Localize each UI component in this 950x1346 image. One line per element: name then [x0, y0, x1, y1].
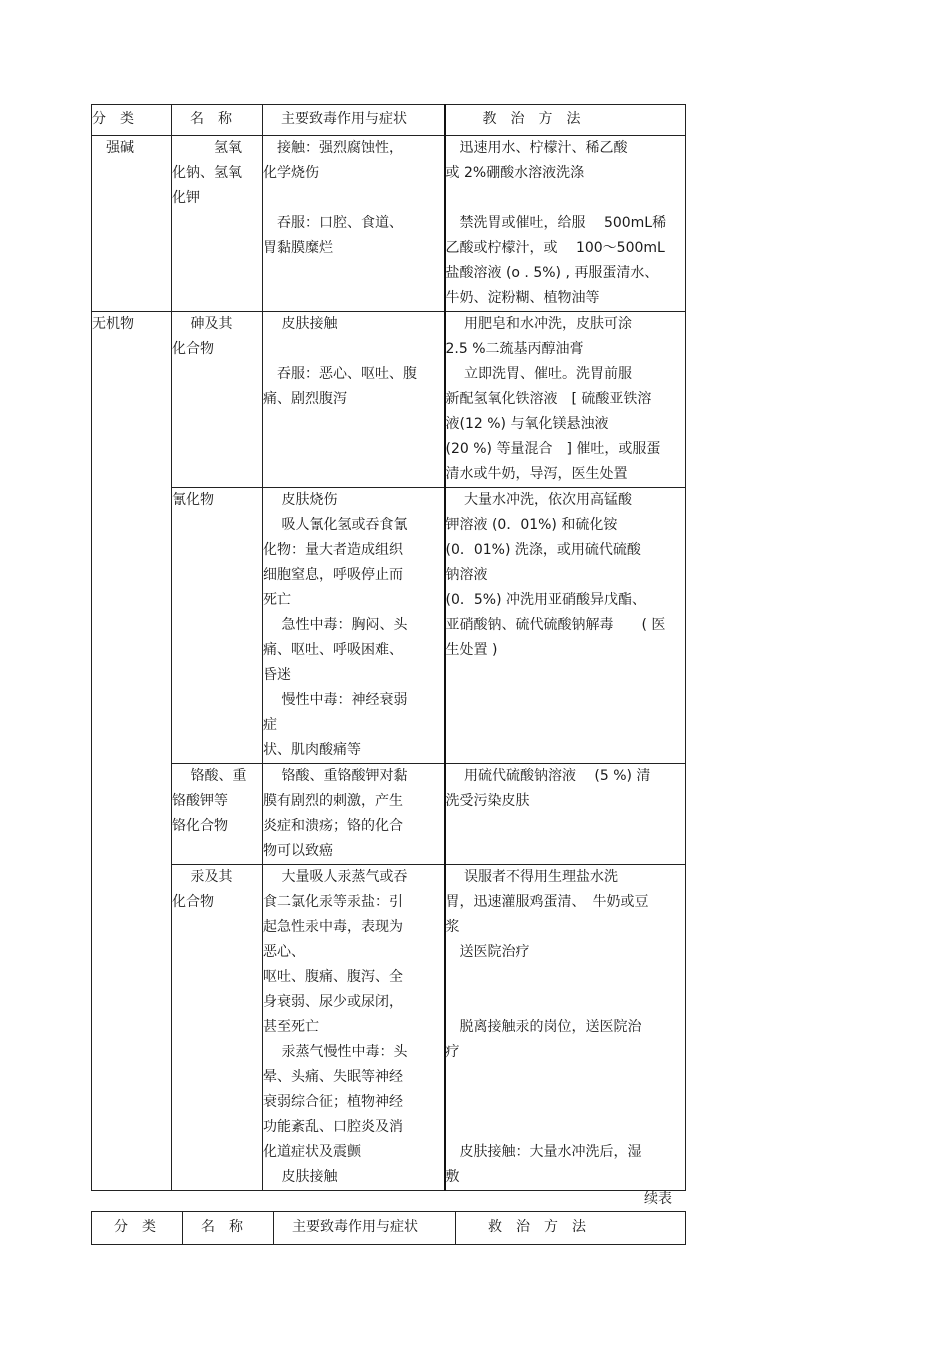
substance-name: 氢氧 化钠、氢氧 化钾 — [172, 136, 263, 312]
toxicity-table — [91, 104, 686, 1191]
header-symptoms: 主要致毒作用与症状 — [274, 1212, 456, 1245]
substance-name: 汞及其 化合物 — [172, 865, 263, 1191]
treatment-cell: 用肥皂和水冲洗，皮肤可涂 2.5 %二巯基丙醇油膏 立即洗胃、催吐。洗胃前服 新配氢氧化铁溶液 [ 硫酸亚铁溶 液(12 %) 与氧化镁悬浊液 (20 %) 等量混合 ] 催吐，或服蛋 清水或牛奶，导泻，医生处置 — [445, 312, 686, 488]
table-header-row — [92, 105, 686, 136]
table-row — [92, 764, 686, 865]
table-header-row — [92, 1212, 686, 1245]
category-inorganic: 无机物 — [92, 312, 172, 1191]
treatment-cell: 误服者不得用生理盐水洗 胃，迅速灌服鸡蛋清、 牛奶或豆 浆 送医院治疗 脱离接触汞的岗位，送医院治 疗 皮肤接触：大量水冲洗后，湿 敷 — [445, 865, 686, 1191]
substance-name: 铬酸、重 铬酸钾等 铬化合物 — [172, 764, 263, 865]
continued-label: 续表 — [644, 1191, 672, 1207]
treatment-cell: 用硫代硫酸钠溶液 (5 %) 清 洗受污染皮肤 — [445, 764, 686, 865]
substance-name: 砷及其 化合物 — [172, 312, 263, 488]
table-row — [92, 865, 686, 1191]
symptoms-cell: 接触：强烈腐蚀性， 化学烧伤 吞服：口腔、食道、 胃黏膜糜烂 — [263, 136, 445, 312]
treatment-cell: 迅速用水、柠檬汁、稀乙酸 或 2%硼酸水溶液洗涤 禁洗胃或催吐，给服 500mL稀 乙酸或柠檬汁，或 100～500mL 盐酸溶液 (o . 5%) , 再服蛋清水、 牛奶、淀粉糊、植物油等 — [445, 136, 686, 312]
table-row — [92, 488, 686, 764]
header-symptoms: 主要致毒作用与症状 — [263, 105, 445, 136]
substance-name: 氰化物 — [172, 488, 263, 764]
header-name: 名 称 — [172, 105, 263, 136]
header-treatment: 救 治 方 法 — [456, 1212, 686, 1245]
continued-table-header — [91, 1211, 686, 1245]
header-treatment: 教 治 方 法 — [445, 105, 686, 136]
header-category: 分 类 — [92, 105, 172, 136]
symptoms-cell: 铬酸、重铬酸钾对黏 膜有剧烈的刺激，产生 炎症和溃疡；铬的化合 物可以致癌 — [263, 764, 445, 865]
table-row — [92, 136, 686, 312]
header-name: 名 称 — [183, 1212, 274, 1245]
symptoms-cell: 大量吸人汞蒸气或吞 食二氯化汞等汞盐：引 起急性汞中毒，表现为 恶心、 呕吐、腹痛、腹泻、全 身衰弱、尿少或尿闭， 甚至死亡 汞蒸气慢性中毒：头 晕、头痛、失眠等神经 衰弱综合征；植物神经 功能紊乱、口腔炎及消 化道症状及震颤 皮肤接触 — [263, 865, 445, 1191]
symptoms-cell: 皮肤接触 吞服：恶心、呕吐、腹 痛、剧烈腹泻 — [263, 312, 445, 488]
symptoms-cell: 皮肤烧伤 吸人氰化氢或吞食氰 化物：量大者造成组织 细胞窒息，呼吸停止而 死亡 急性中毒：胸闷、头 痛、呕吐、呼吸困难、 昏迷 慢性中毒：神经衰弱 症 状、肌肉酸痛等 — [263, 488, 445, 764]
table-row — [92, 312, 686, 488]
category-strong-base: 强碱 — [92, 136, 172, 312]
header-category: 分 类 — [92, 1212, 183, 1245]
treatment-cell: 大量水冲洗，依次用高锰酸 钾溶液 (0．01%) 和硫化铵 (0．01%) 洗涤，或用硫代硫酸 钠溶液 (0．5%) 冲洗用亚硝酸异戊酯、 亚硝酸钠、硫代硫酸钠解毒 ( 医 生处置 ) — [445, 488, 686, 764]
